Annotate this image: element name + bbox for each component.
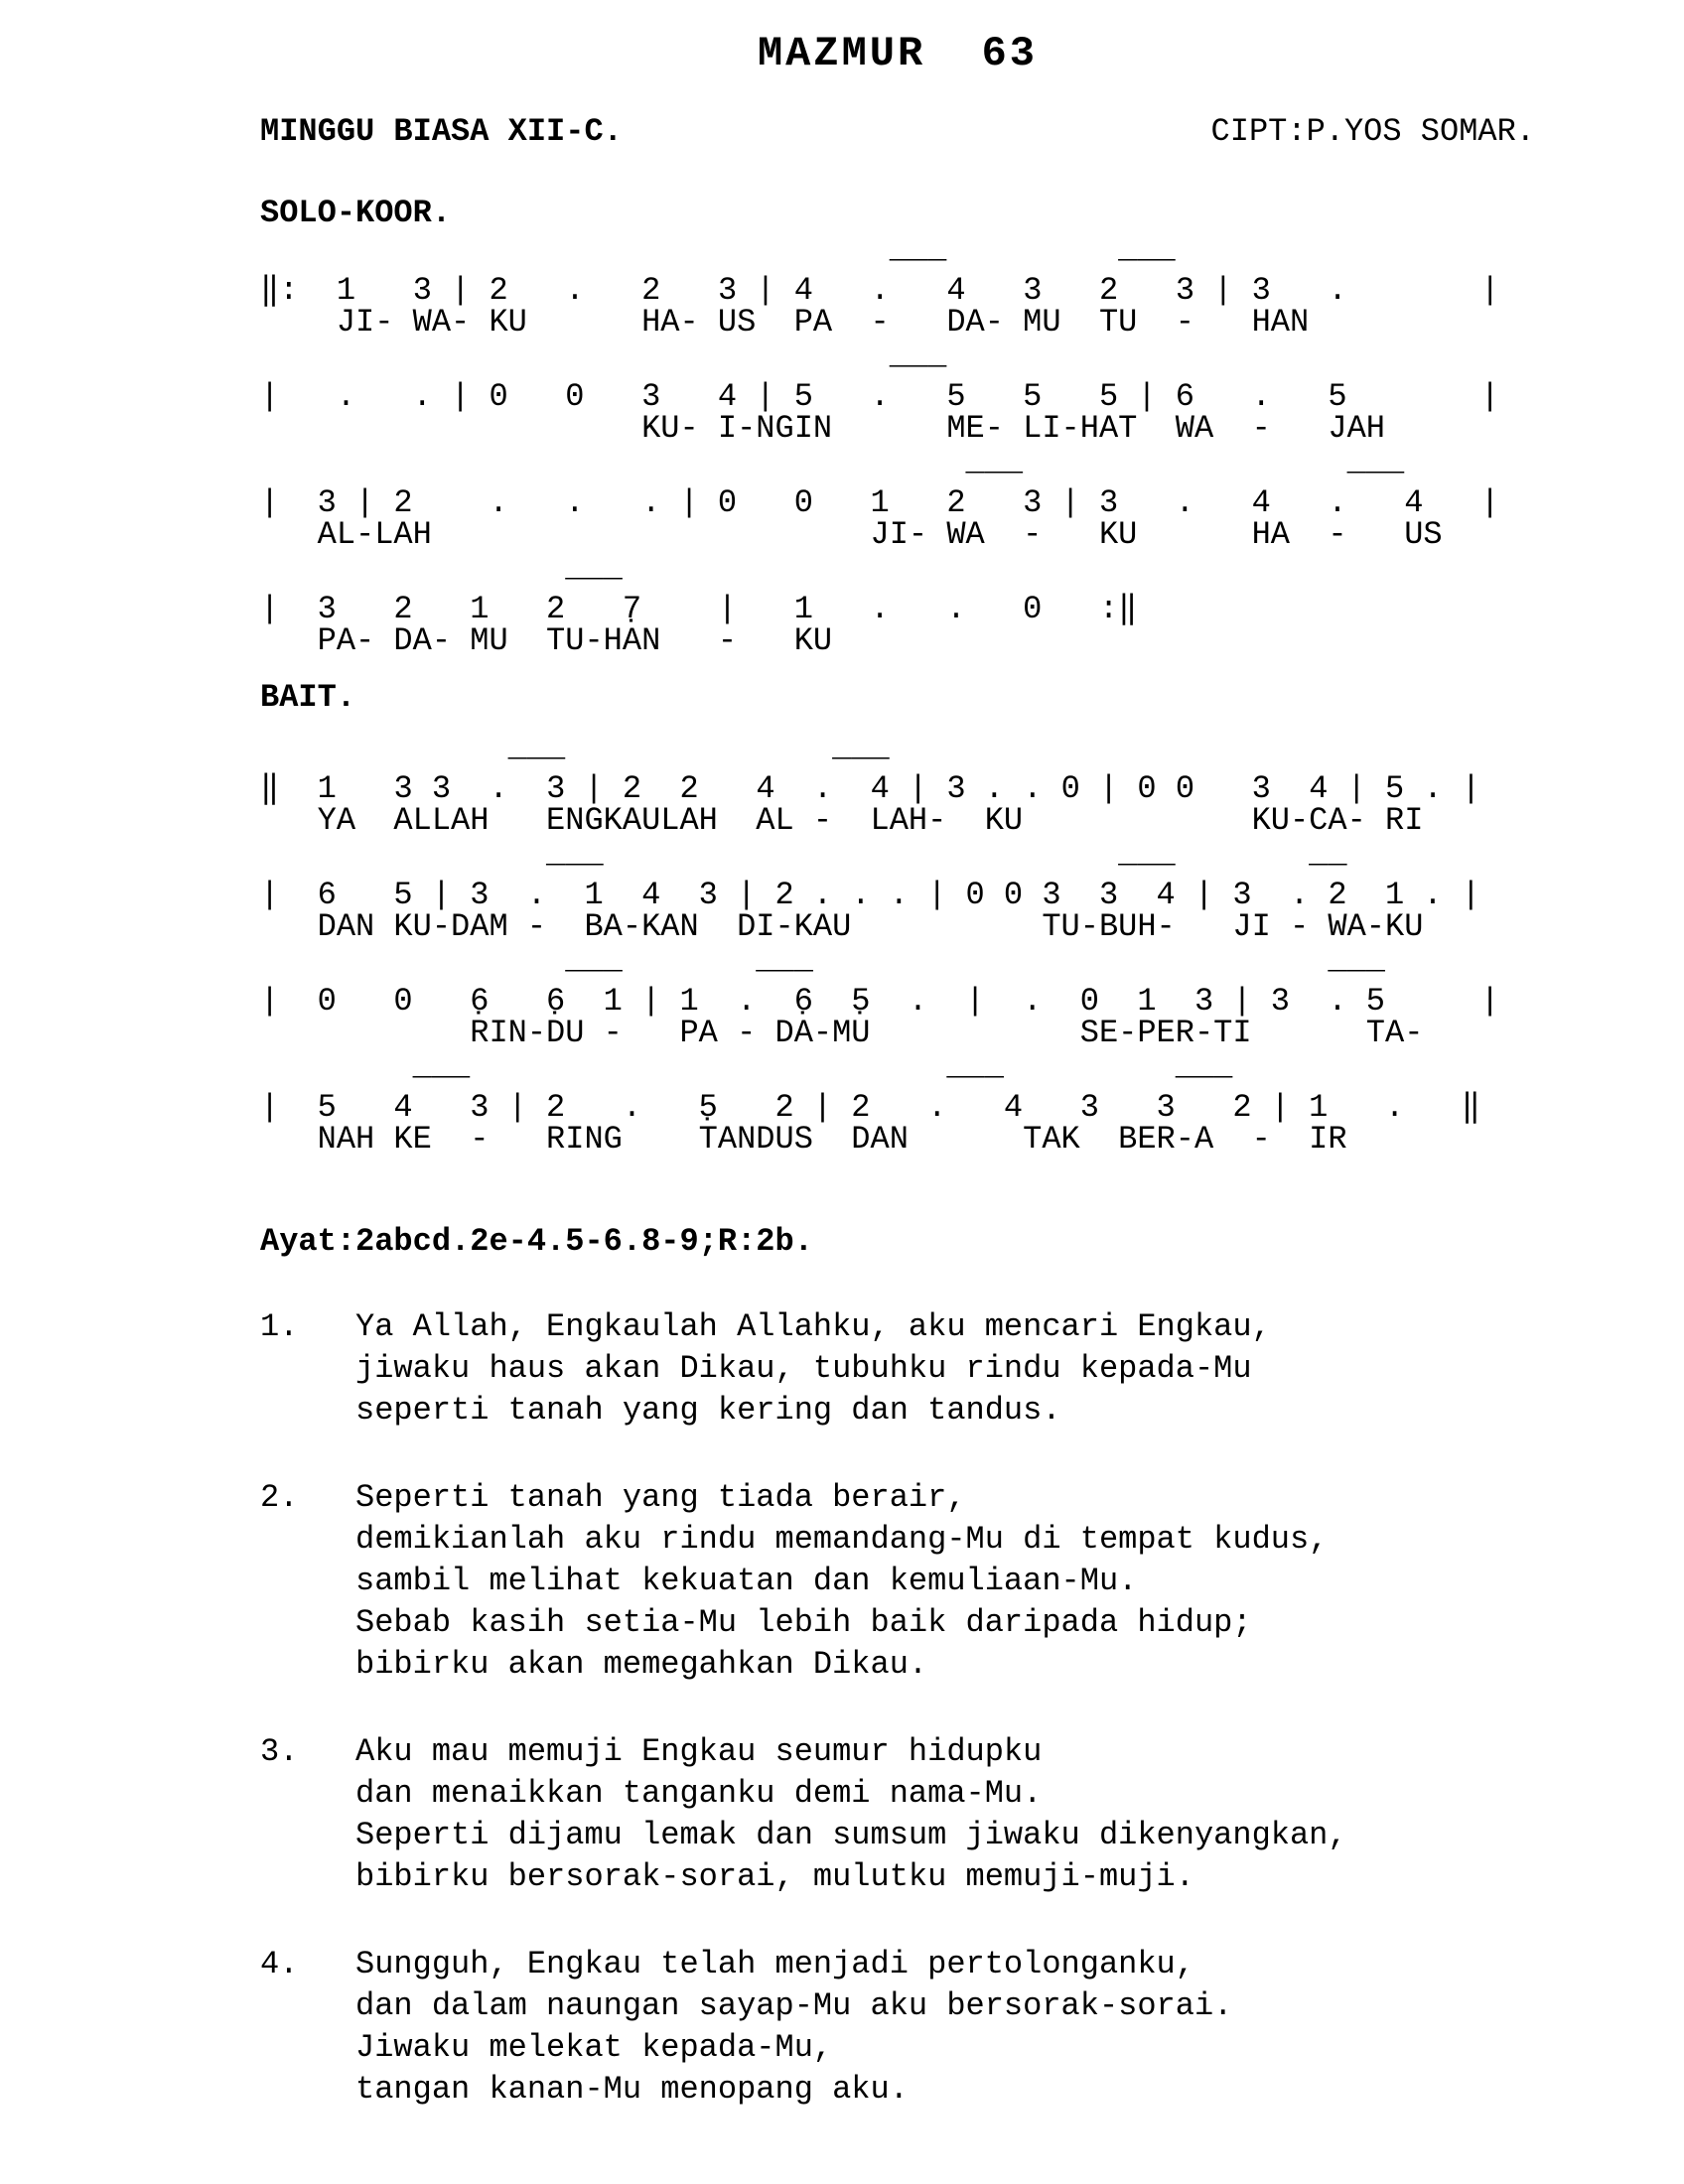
header-row (260, 111, 1535, 153)
verse-line: 3. Aku mau memuji Engkau seumur hidupku (260, 1733, 1043, 1770)
ayat-heading: Ayat:2abcd.2e-4.5-6.8-9;R:2b. (260, 1223, 813, 1260)
verse (260, 1306, 1535, 1432)
notation-row: | 5 4 3 | 2 . 5̣ 2 | 2 . 4 3 3 2 | 1 . ‖ (260, 1089, 1481, 1126)
verses-block (260, 1306, 1535, 2111)
page-title: MAZMUR 63 (757, 30, 1039, 77)
verse-line: bibirku akan memegahkan Dikau. (260, 1646, 928, 1683)
verse-line: demikianlah aku rindu memandang-Mu di tempat kudus, (260, 1521, 1329, 1558)
notation-row: DAN KU-DAM - BA-KAN DI-KAU TU-BUH- JI - WA-KU (260, 908, 1424, 945)
bait-notation-block (260, 729, 1535, 1158)
notation-row: ___ ___ (260, 443, 1405, 479)
notation-row: ‖ 1 3 3 . 3 | 2 2 4 . 4 | 3 . . 0 | 0 0 3 4 | 5 . | (260, 770, 1481, 807)
notation-row: ___ ___ (260, 729, 890, 765)
notation-row: | 3 | 2 . . . | 0 0 1 2 3 | 3 . 4 . 4 | (260, 484, 1500, 521)
verse-line: dan menaikkan tanganku demi nama-Mu. (260, 1775, 1043, 1812)
bait-heading: BAIT. (260, 679, 356, 716)
verse-line: jiwaku haus akan Dikau, tubuhku rindu kepada-Mu (260, 1350, 1252, 1387)
notation-row: ___ (260, 337, 947, 373)
verse-line: 1. Ya Allah, Engkaulah Allahku, aku mencari Engkau, (260, 1308, 1271, 1345)
notation-row: ___ (260, 549, 623, 586)
verse-line: 4. Sungguh, Engkau telah menjadi pertolonganku, (260, 1946, 1194, 1982)
verse-line: seperti tanah yang kering dan tandus. (260, 1392, 1061, 1429)
verse-line: bibirku bersorak-sorai, mulutku memuji-muji. (260, 1858, 1194, 1895)
notation-row: ‖: 1 3 | 2 . 2 3 | 4 . 4 3 2 3 | 3 . | (260, 272, 1500, 309)
verse (260, 1477, 1535, 1686)
verse-line: Seperti dijamu lemak dan sumsum jiwaku dikenyangkan, (260, 1817, 1347, 1853)
notation-row: ___ ___ __ (260, 835, 1347, 872)
notation-row: AL-LAH JI- WA - KU HA - US (260, 516, 1443, 553)
notation-row: | . . | 0 0 3 4 | 5 . 5 5 5 | 6 . 5 | (260, 378, 1500, 415)
liturgical-week-label: MINGGU BIASA XII-C. (260, 113, 623, 150)
notation-row: JI- WA- KU HA- US PA - DA- MU TU - HAN (260, 304, 1310, 341)
notation-row: | 3 2 1 2 7̣ | 1 . . 0 :‖ (260, 591, 1138, 627)
notation-row: RIN-DU - PA - DA-MU SE-PER-TI TA- (260, 1015, 1424, 1051)
notation-row: YA ALLAH ENGKAULAH AL - LAH- KU KU-CA- RI (260, 802, 1424, 839)
notation-row: NAH KE - RING TANDUS DAN TAK BER-A - IR (260, 1121, 1347, 1158)
verse (260, 1944, 1535, 2111)
solo-koor-heading: SOLO-KOOR. (260, 195, 452, 231)
verse-line: 2. Seperti tanah yang tiada berair, (260, 1479, 966, 1516)
notation-row: ___ ___ (260, 230, 1176, 267)
notation-row: ___ ___ ___ (260, 941, 1385, 978)
notation-row: PA- DA- MU TU-HAN - KU (260, 622, 833, 659)
notation-row: | 6 5 | 3 . 1 4 3 | 2 . . . | 0 0 3 3 4 | 3 . 2 1 . | (260, 877, 1480, 913)
solo-notation-block (260, 230, 1535, 659)
verse-line: tangan kanan-Mu menopang aku. (260, 2071, 909, 2108)
composer-credit: CIPT:P.YOS SOMAR. (1210, 113, 1535, 150)
notation-row: ___ ___ ___ (260, 1047, 1233, 1084)
verse (260, 1731, 1535, 1898)
verse-line: dan dalam naungan sayap-Mu aku bersorak-sorai. (260, 1987, 1233, 2024)
notation-row: | 0 0 6̣ 6̣ 1 | 1 . 6̣ 5̣ . | . 0 1 3 | 3 . 5 | (260, 983, 1500, 1020)
verse-line: sambil melihat kekuatan dan kemuliaan-Mu. (260, 1563, 1138, 1599)
verse-line: Sebab kasih setia-Mu lebih baik daripada hidup; (260, 1604, 1252, 1641)
notation-row: KU- I-NGIN ME- LI-HAT WA - JAH (260, 410, 1385, 447)
verse-line: Jiwaku melekat kepada-Mu, (260, 2029, 833, 2066)
